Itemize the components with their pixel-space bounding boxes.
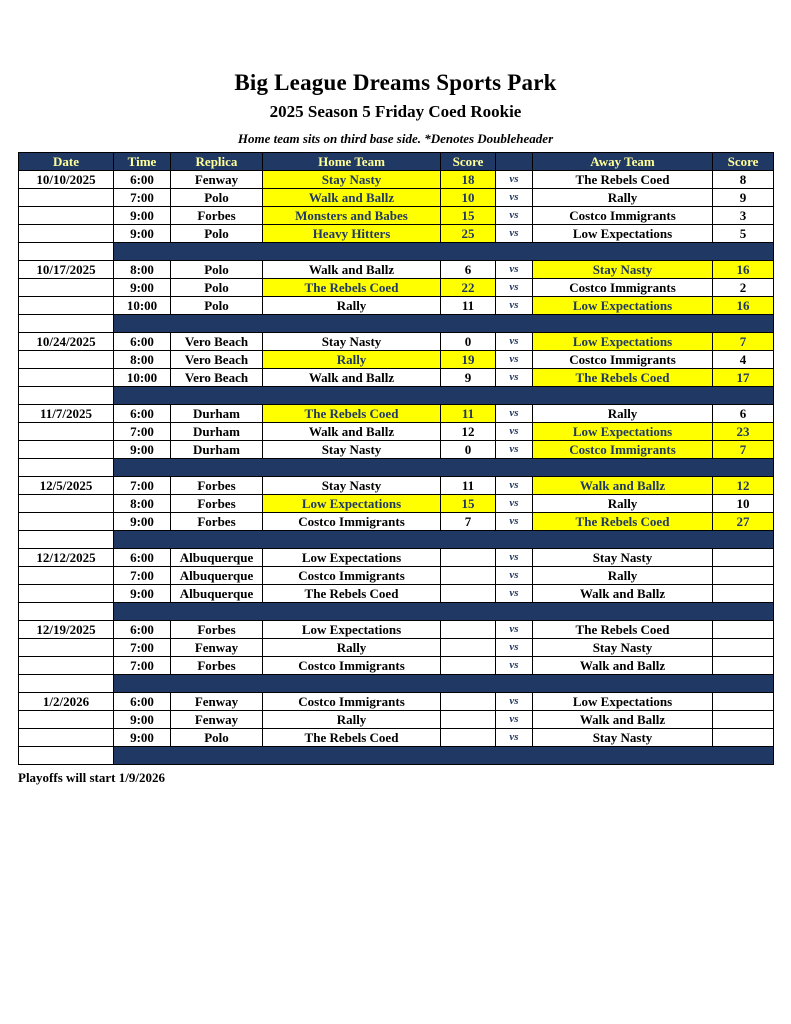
vs-label: vs — [496, 405, 533, 423]
vs-label: vs — [496, 657, 533, 675]
time-cell: 6:00 — [114, 333, 171, 351]
header-home-score: Score — [441, 153, 496, 171]
away-team-cell: The Rebels Coed — [533, 171, 713, 189]
separator-date-cell — [19, 387, 114, 405]
schedule-body — [19, 171, 774, 765]
away-team-cell: Walk and Ballz — [533, 585, 713, 603]
schedule-header — [19, 153, 774, 171]
header-row — [19, 153, 774, 171]
replica-cell: Fenway — [171, 711, 263, 729]
home-team-cell: Costco Immigrants — [263, 657, 441, 675]
game-row — [19, 711, 774, 729]
time-cell: 10:00 — [114, 297, 171, 315]
away-team-cell: Rally — [533, 189, 713, 207]
vs-label: vs — [496, 333, 533, 351]
away-score-cell: 16 — [713, 261, 774, 279]
separator-fill — [114, 315, 774, 333]
game-row — [19, 657, 774, 675]
game-row — [19, 333, 774, 351]
home-team-cell: Stay Nasty — [263, 333, 441, 351]
game-row — [19, 351, 774, 369]
header-away-score: Score — [713, 153, 774, 171]
replica-cell: Forbes — [171, 477, 263, 495]
replica-cell: Albuquerque — [171, 549, 263, 567]
away-team-cell: Stay Nasty — [533, 261, 713, 279]
game-row — [19, 549, 774, 567]
replica-cell: Durham — [171, 423, 263, 441]
vs-label: vs — [496, 441, 533, 459]
time-cell: 9:00 — [114, 207, 171, 225]
home-team-cell: Costco Immigrants — [263, 693, 441, 711]
home-team-cell: Walk and Ballz — [263, 423, 441, 441]
replica-cell: Fenway — [171, 171, 263, 189]
date-cell: 10/10/2025 — [19, 171, 114, 189]
date-cell: 10/17/2025 — [19, 261, 114, 279]
game-row — [19, 279, 774, 297]
date-cell — [19, 657, 114, 675]
replica-cell: Forbes — [171, 495, 263, 513]
vs-label: vs — [496, 729, 533, 747]
time-cell: 9:00 — [114, 225, 171, 243]
home-score-cell — [441, 567, 496, 585]
away-team-cell: Stay Nasty — [533, 639, 713, 657]
away-team-cell: Costco Immigrants — [533, 279, 713, 297]
vs-label: vs — [496, 549, 533, 567]
replica-cell: Forbes — [171, 513, 263, 531]
vs-label: vs — [496, 369, 533, 387]
separator-row — [19, 459, 774, 477]
date-cell — [19, 207, 114, 225]
home-team-cell: Stay Nasty — [263, 441, 441, 459]
time-cell: 9:00 — [114, 711, 171, 729]
home-team-cell: Stay Nasty — [263, 477, 441, 495]
home-team-cell: Rally — [263, 711, 441, 729]
game-row — [19, 189, 774, 207]
separator-row — [19, 747, 774, 765]
away-score-cell: 10 — [713, 495, 774, 513]
away-team-cell: Low Expectations — [533, 225, 713, 243]
date-cell: 1/2/2026 — [19, 693, 114, 711]
separator-fill — [114, 243, 774, 261]
away-score-cell: 16 — [713, 297, 774, 315]
vs-label: vs — [496, 567, 533, 585]
home-team-cell: The Rebels Coed — [263, 279, 441, 297]
away-team-cell: Stay Nasty — [533, 549, 713, 567]
separator-row — [19, 387, 774, 405]
date-cell — [19, 351, 114, 369]
away-score-cell: 8 — [713, 171, 774, 189]
separator-row — [19, 603, 774, 621]
separator-fill — [114, 675, 774, 693]
home-team-cell: Costco Immigrants — [263, 513, 441, 531]
home-team-cell: Low Expectations — [263, 621, 441, 639]
game-row — [19, 207, 774, 225]
home-score-cell: 9 — [441, 369, 496, 387]
game-row — [19, 423, 774, 441]
away-team-cell: The Rebels Coed — [533, 369, 713, 387]
time-cell: 7:00 — [114, 477, 171, 495]
game-row — [19, 261, 774, 279]
separator-row — [19, 315, 774, 333]
replica-cell: Forbes — [171, 657, 263, 675]
away-score-cell: 4 — [713, 351, 774, 369]
separator-row — [19, 531, 774, 549]
replica-cell: Albuquerque — [171, 585, 263, 603]
replica-cell: Polo — [171, 225, 263, 243]
away-score-cell: 3 — [713, 207, 774, 225]
home-score-cell — [441, 729, 496, 747]
away-team-cell: Walk and Ballz — [533, 711, 713, 729]
home-score-cell — [441, 621, 496, 639]
game-row — [19, 477, 774, 495]
time-cell: 9:00 — [114, 279, 171, 297]
away-score-cell — [713, 567, 774, 585]
game-row — [19, 225, 774, 243]
time-cell: 8:00 — [114, 351, 171, 369]
home-score-cell: 11 — [441, 405, 496, 423]
date-cell — [19, 585, 114, 603]
separator-date-cell — [19, 675, 114, 693]
header-home-team: Home Team — [263, 153, 441, 171]
replica-cell: Forbes — [171, 207, 263, 225]
home-score-cell: 6 — [441, 261, 496, 279]
date-cell — [19, 513, 114, 531]
date-cell: 12/19/2025 — [19, 621, 114, 639]
replica-cell: Forbes — [171, 621, 263, 639]
vs-label: vs — [496, 189, 533, 207]
home-score-cell: 19 — [441, 351, 496, 369]
home-score-cell — [441, 711, 496, 729]
home-team-cell: Stay Nasty — [263, 171, 441, 189]
away-score-cell — [713, 639, 774, 657]
time-cell: 9:00 — [114, 729, 171, 747]
date-cell — [19, 423, 114, 441]
home-team-cell: Monsters and Babes — [263, 207, 441, 225]
game-row — [19, 693, 774, 711]
separator-fill — [114, 747, 774, 765]
time-cell: 6:00 — [114, 171, 171, 189]
home-score-cell: 11 — [441, 477, 496, 495]
home-team-note: Home team sits on third base side. *Denotes Doubleheader — [237, 131, 554, 146]
game-row — [19, 405, 774, 423]
header-time: Time — [114, 153, 171, 171]
home-score-cell: 7 — [441, 513, 496, 531]
home-team-cell: Rally — [263, 351, 441, 369]
away-score-cell: 17 — [713, 369, 774, 387]
home-team-cell: Low Expectations — [263, 495, 441, 513]
separator-date-cell — [19, 531, 114, 549]
away-score-cell: 12 — [713, 477, 774, 495]
away-team-cell: Low Expectations — [533, 333, 713, 351]
away-score-cell — [713, 657, 774, 675]
replica-cell: Polo — [171, 297, 263, 315]
away-team-cell: Stay Nasty — [533, 729, 713, 747]
replica-cell: Polo — [171, 279, 263, 297]
vs-label: vs — [496, 207, 533, 225]
vs-label: vs — [496, 711, 533, 729]
home-team-cell: Low Expectations — [263, 549, 441, 567]
time-cell: 9:00 — [114, 441, 171, 459]
away-score-cell — [713, 729, 774, 747]
separator-fill — [114, 387, 774, 405]
header-date: Date — [19, 153, 114, 171]
away-team-cell: The Rebels Coed — [533, 513, 713, 531]
date-cell: 12/5/2025 — [19, 477, 114, 495]
away-team-cell: The Rebels Coed — [533, 621, 713, 639]
time-cell: 7:00 — [114, 639, 171, 657]
away-team-cell: Walk and Ballz — [533, 657, 713, 675]
away-team-cell: Rally — [533, 405, 713, 423]
home-score-cell — [441, 693, 496, 711]
date-cell — [19, 297, 114, 315]
away-score-cell — [713, 693, 774, 711]
home-score-cell — [441, 549, 496, 567]
separator-date-cell — [19, 747, 114, 765]
home-team-cell: The Rebels Coed — [263, 405, 441, 423]
away-team-cell: Rally — [533, 495, 713, 513]
away-score-cell: 6 — [713, 405, 774, 423]
away-team-cell: Low Expectations — [533, 693, 713, 711]
date-cell — [19, 567, 114, 585]
home-score-cell: 0 — [441, 333, 496, 351]
time-cell: 8:00 — [114, 261, 171, 279]
game-row — [19, 639, 774, 657]
date-cell — [19, 189, 114, 207]
replica-cell: Vero Beach — [171, 351, 263, 369]
page-subtitle: 2025 Season 5 Friday Coed Rookie — [269, 102, 522, 121]
replica-cell: Vero Beach — [171, 369, 263, 387]
away-score-cell — [713, 711, 774, 729]
time-cell: 7:00 — [114, 567, 171, 585]
away-team-cell: Low Expectations — [533, 423, 713, 441]
vs-label: vs — [496, 495, 533, 513]
time-cell: 7:00 — [114, 189, 171, 207]
date-cell: 10/24/2025 — [19, 333, 114, 351]
separator-row — [19, 243, 774, 261]
date-cell — [19, 369, 114, 387]
away-score-cell: 23 — [713, 423, 774, 441]
schedule-table — [18, 152, 774, 765]
game-row — [19, 729, 774, 747]
game-row — [19, 171, 774, 189]
replica-cell: Polo — [171, 729, 263, 747]
vs-label: vs — [496, 513, 533, 531]
away-team-cell: Rally — [533, 567, 713, 585]
date-cell — [19, 279, 114, 297]
vs-label: vs — [496, 225, 533, 243]
time-cell: 8:00 — [114, 495, 171, 513]
separator-date-cell — [19, 603, 114, 621]
separator-date-cell — [19, 243, 114, 261]
home-team-cell: Costco Immigrants — [263, 567, 441, 585]
date-cell — [19, 495, 114, 513]
date-cell: 11/7/2025 — [19, 405, 114, 423]
vs-label: vs — [496, 621, 533, 639]
home-score-cell: 0 — [441, 441, 496, 459]
vs-label: vs — [496, 351, 533, 369]
time-cell: 6:00 — [114, 693, 171, 711]
game-row — [19, 495, 774, 513]
home-team-cell: Walk and Ballz — [263, 189, 441, 207]
away-score-cell: 7 — [713, 441, 774, 459]
date-cell — [19, 711, 114, 729]
home-score-cell: 25 — [441, 225, 496, 243]
home-score-cell: 22 — [441, 279, 496, 297]
separator-row — [19, 675, 774, 693]
game-row — [19, 585, 774, 603]
game-row — [19, 297, 774, 315]
date-cell — [19, 441, 114, 459]
home-team-cell: Walk and Ballz — [263, 261, 441, 279]
replica-cell: Durham — [171, 405, 263, 423]
home-score-cell: 15 — [441, 495, 496, 513]
home-score-cell: 18 — [441, 171, 496, 189]
game-row — [19, 369, 774, 387]
vs-label: vs — [496, 297, 533, 315]
away-score-cell — [713, 621, 774, 639]
home-score-cell — [441, 585, 496, 603]
home-team-cell: Walk and Ballz — [263, 369, 441, 387]
home-team-cell: The Rebels Coed — [263, 585, 441, 603]
replica-cell: Albuquerque — [171, 567, 263, 585]
vs-label: vs — [496, 279, 533, 297]
time-cell: 7:00 — [114, 657, 171, 675]
vs-label: vs — [496, 171, 533, 189]
page-title: Big League Dreams Sports Park — [234, 70, 557, 95]
away-score-cell — [713, 585, 774, 603]
separator-fill — [114, 531, 774, 549]
time-cell: 10:00 — [114, 369, 171, 387]
separator-date-cell — [19, 315, 114, 333]
header-away-team: Away Team — [533, 153, 713, 171]
replica-cell: Polo — [171, 189, 263, 207]
replica-cell: Fenway — [171, 693, 263, 711]
vs-label: vs — [496, 261, 533, 279]
away-team-cell: Costco Immigrants — [533, 441, 713, 459]
away-team-cell: Costco Immigrants — [533, 351, 713, 369]
away-score-cell: 2 — [713, 279, 774, 297]
vs-label: vs — [496, 693, 533, 711]
separator-date-cell — [19, 459, 114, 477]
time-cell: 9:00 — [114, 585, 171, 603]
replica-cell: Polo — [171, 261, 263, 279]
away-team-cell: Costco Immigrants — [533, 207, 713, 225]
home-team-cell: The Rebels Coed — [263, 729, 441, 747]
home-team-cell: Rally — [263, 639, 441, 657]
vs-label: vs — [496, 585, 533, 603]
home-score-cell: 11 — [441, 297, 496, 315]
home-score-cell — [441, 639, 496, 657]
header-vs — [496, 153, 533, 171]
vs-label: vs — [496, 639, 533, 657]
away-score-cell: 9 — [713, 189, 774, 207]
replica-cell: Vero Beach — [171, 333, 263, 351]
game-row — [19, 621, 774, 639]
away-score-cell: 27 — [713, 513, 774, 531]
home-team-cell: Heavy Hitters — [263, 225, 441, 243]
header-replica: Replica — [171, 153, 263, 171]
time-cell: 6:00 — [114, 405, 171, 423]
away-team-cell: Walk and Ballz — [533, 477, 713, 495]
home-score-cell: 15 — [441, 207, 496, 225]
game-row — [19, 441, 774, 459]
date-cell: 12/12/2025 — [19, 549, 114, 567]
date-cell — [19, 225, 114, 243]
away-score-cell: 7 — [713, 333, 774, 351]
game-row — [19, 513, 774, 531]
vs-label: vs — [496, 423, 533, 441]
time-cell: 6:00 — [114, 549, 171, 567]
time-cell: 7:00 — [114, 423, 171, 441]
vs-label: vs — [496, 477, 533, 495]
separator-fill — [114, 603, 774, 621]
playoffs-note: Playoffs will start 1/9/2026 — [18, 770, 165, 785]
home-score-cell — [441, 657, 496, 675]
game-row — [19, 567, 774, 585]
separator-fill — [114, 459, 774, 477]
date-cell — [19, 729, 114, 747]
time-cell: 9:00 — [114, 513, 171, 531]
home-score-cell: 10 — [441, 189, 496, 207]
time-cell: 6:00 — [114, 621, 171, 639]
away-score-cell — [713, 549, 774, 567]
away-team-cell: Low Expectations — [533, 297, 713, 315]
replica-cell: Fenway — [171, 639, 263, 657]
home-score-cell: 12 — [441, 423, 496, 441]
away-score-cell: 5 — [713, 225, 774, 243]
date-cell — [19, 639, 114, 657]
home-team-cell: Rally — [263, 297, 441, 315]
replica-cell: Durham — [171, 441, 263, 459]
